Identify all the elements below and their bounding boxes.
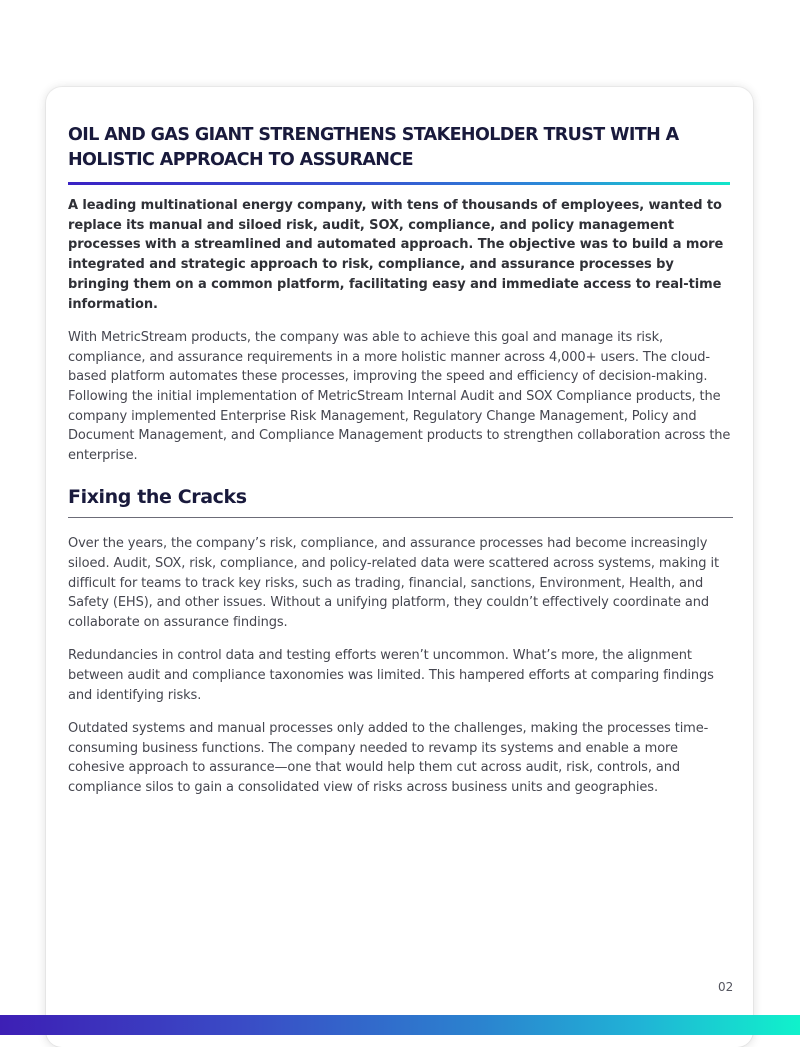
section-paragraph-1: Over the years, the company’s risk, compliance, and assurance processes had become increasingly siloed. Audit, SOX, risk, compliance, and policy-related data were scattered across systems, making it difficult for teams to track key risks, such as trading, financial, sanctions, Environment, Health, and Safety (EHS), and other issues. Without a unifying platform, they couldn’t effectively coordinate and collaborate on assurance findings. [68,536,719,630]
section-paragraph-3: Outdated systems and manual processes only added to the challenges, making the processes time-consuming business functions. The company needed to revamp its systems and enable a more cohesive approach to assurance—one that would help them cut across audit, risk, controls, and compliance silos to gain a consolidated view of risks across business units and geographies. [68,721,709,795]
intro-paragraph: A leading multinational energy company, with tens of thousands of employees, wanted to replace its manual and siloed risk, audit, SOX, compliance, and policy management processes with a streamlined and automated approach. The objective was to build a more integrated and strategic approach to risk, compliance, and assurance processes by bringing them on a common platform, facilitating easy and immediate access to real-time information. [68,198,724,312]
page-number: 02 [718,980,734,994]
article-content [68,123,732,798]
section-heading: Fixing the Cracks [68,486,247,509]
section-divider [68,517,733,518]
body-paragraph-1: With MetricStream products, the company was able to achieve this goal and manage its risk, compliance, and assurance requirements in a more holistic manner across 4,000+ users. The cloud-based platform automates these processes, improving the speed and efficiency of decision-making. Following the initial implementation of MetricStream Internal Audit and SOX Compliance products, the company implemented Enterprise Risk Management, Regulatory Change Management, Policy and Document Management, and Compliance Management products to strengthen collaboration across the enterprise. [68,330,731,463]
section-paragraph-2: Redundancies in control data and testing efforts weren’t uncommon. What’s more, the alignment between audit and compliance taxonomies was limited. This hampered efforts at comparing findings and identifying risks. [68,648,714,703]
footer-gradient-bar [0,1015,800,1035]
article-title: OIL AND GAS GIANT STRENGTHENS STAKEHOLDER TRUST WITH A HOLISTIC APPROACH TO ASSURANCE [68,125,679,170]
title-gradient-divider [68,182,730,185]
